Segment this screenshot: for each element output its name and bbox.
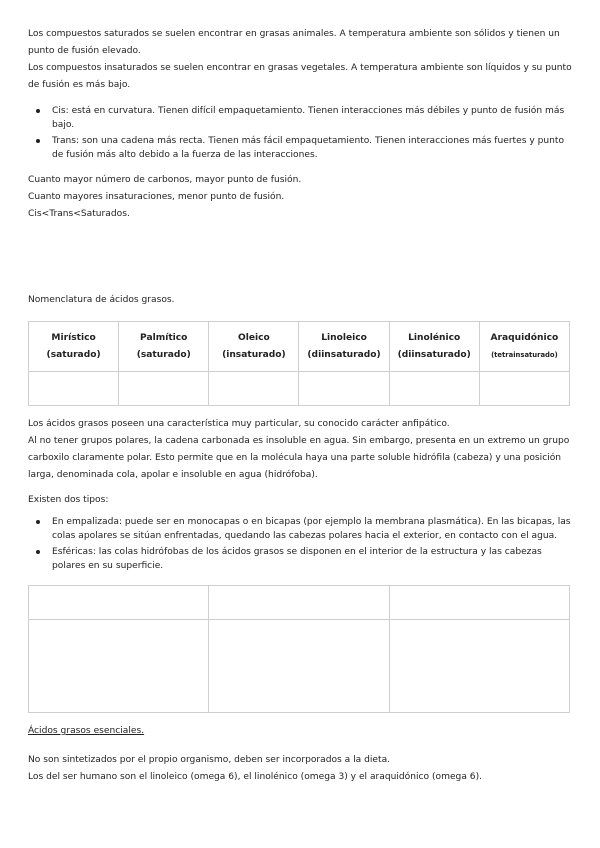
- table-cell: [29, 372, 119, 406]
- bullet-icon: [36, 139, 40, 143]
- table-cell: [299, 372, 389, 406]
- essential-heading: Ácidos grasos esenciales.: [28, 726, 145, 736]
- unsaturated-paragraph: Los compuestos insaturados se suelen encontrar en grasas vegetales. A temperatura ambiente son líquidos y su punto de fusión es más bajo.: [28, 63, 572, 90]
- rule-order: Cis<Trans<Saturados.: [28, 209, 130, 219]
- bullet-icon: [36, 109, 40, 113]
- cis-trans-list: [28, 104, 574, 162]
- table-row: [29, 620, 570, 713]
- column-header-linoleico: Linoleico (diinsaturado): [299, 322, 389, 372]
- table-cell: [119, 372, 209, 406]
- essential-examples: Los del ser humano son el linoleico (omega 6), el linolénico (omega 3) y el araquidónico (omega 6).: [28, 772, 483, 782]
- column-header-miristico: Mirístico (saturado): [29, 322, 119, 372]
- amphipathic-intro: Los ácidos grasos poseen una característica muy particular, su conocido carácter anfipático.: [28, 419, 450, 429]
- table-cell: [209, 372, 299, 406]
- column-header-palmitico: Palmítico (saturado): [119, 322, 209, 372]
- document-page: [28, 26, 574, 786]
- types-intro: Existen dos tipos:: [28, 495, 109, 505]
- rule-unsaturations: Cuanto mayores insaturaciones, menor punto de fusión.: [28, 192, 285, 202]
- bullet-icon: [36, 550, 40, 554]
- table-row: [29, 372, 570, 406]
- list-item: Trans: son una cadena más recta. Tienen más fácil empaquetamiento. Tienen interacciones más fuertes y punto de fusión más alto debido a la fuerza de las interacciones.: [28, 134, 574, 162]
- bullet-icon: [36, 520, 40, 524]
- table-cell: [29, 620, 209, 713]
- table-cell: [479, 372, 569, 406]
- types-list: [28, 515, 574, 573]
- structures-table: [28, 585, 570, 713]
- list-item: En empalizada: puede ser en monocapas o en bicapas (por ejemplo la membrana plasmática). En las bicapas, las colas apolares se sitúan enfrentadas, quedando las cabezas polares hacia el exterior, en contacto con el agua.: [28, 515, 574, 543]
- column-header-araquidonico: Araquidónico (tetrainsaturado): [479, 322, 569, 372]
- column-header-oleico: Oleico (insaturado): [209, 322, 299, 372]
- table-cell: [209, 620, 389, 713]
- column-header-linolenico: Linolénico (diinsaturado): [389, 322, 479, 372]
- table-cell: [209, 586, 389, 620]
- list-item: Esféricas: las colas hidrófobas de los ácidos grasos se disponen en el interior de la estructura y las cabezas polares en su superficie.: [28, 545, 574, 573]
- table-row: [29, 586, 570, 620]
- table-cell: [389, 620, 569, 713]
- essential-definition: No son sintetizados por el propio organismo, deben ser incorporados a la dieta.: [28, 755, 391, 765]
- list-item: Cis: está en curvatura. Tienen difícil empaquetamiento. Tienen interacciones más débiles y punto de fusión más bajo.: [28, 104, 574, 132]
- nomenclature-table: [28, 321, 570, 406]
- amphipathic-explanation: Al no tener grupos polares, la cadena carbonada es insoluble en agua. Sin embargo, presenta en un extremo un grupo carboxilo claramente polar. Esto permite que en la molécula haya una parte soluble hidrófila (cabeza) y una posición larga, denominada cola, apolar e insoluble en agua (hidrófoba).: [28, 436, 570, 480]
- table-cell: [389, 372, 479, 406]
- table-cell: [389, 586, 569, 620]
- table-cell: [29, 586, 209, 620]
- rule-carbons: Cuanto mayor número de carbonos, mayor punto de fusión.: [28, 175, 302, 185]
- saturated-paragraph: Los compuestos saturados se suelen encontrar en grasas animales. A temperatura ambiente son sólidos y tienen un punto de fusión elevado.: [28, 29, 560, 56]
- table-header-row: [29, 322, 570, 372]
- nomenclature-title: Nomenclatura de ácidos grasos.: [28, 295, 175, 305]
